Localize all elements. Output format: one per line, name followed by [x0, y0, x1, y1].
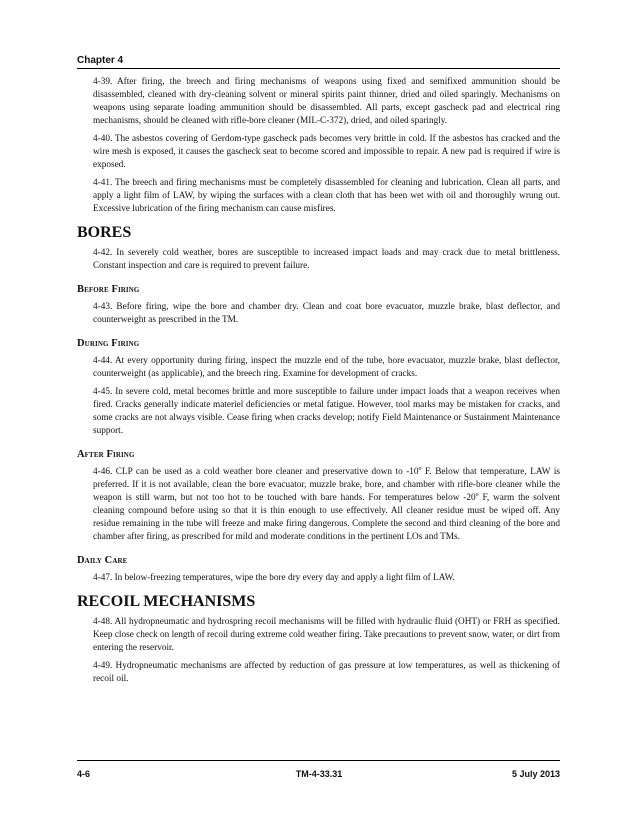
- page-number: 4-6: [77, 769, 91, 779]
- paragraph-4-46-part-a: 4-46. CLP can be used as a cold weather bore cleaner and preservative down to -10: [93, 467, 419, 477]
- paragraph-4-39: 4-39. After firing, the breech and firing mechanisms of weapons using fixed and semifixed ammunition should be disassembled, cleaned with dry-cleaning solvent or mineral spirits paint thinner, dried and oiled sparingly. Mechanisms on weapons using separate loading ammunition should be disassembled. All parts, except gascheck pad and electrical ring mechanisms, should be cleaned with rifle-bore cleaner (MIL-C-372), dried, and oiled sparingly.: [93, 77, 560, 126]
- paragraph-4-42: 4-42. In severely cold weather, bores are susceptible to increased impact loads and may crack due to metal brittleness. Constant inspection and care is required to prevent failure.: [93, 248, 560, 271]
- degree-superscript: o: [418, 465, 422, 472]
- paragraph-4-40: 4-40. The asbestos covering of Gerdom-type gascheck pads becomes very brittle in cold. If the asbestos has cracked and the wire mesh is exposed, it causes the gascheck seat to become scored and impossible to repair. A new pad is required if wire is exposed.: [93, 134, 560, 170]
- heading-bores: BORES: [77, 224, 132, 241]
- paragraph-4-44: 4-44. At every opportunity during firing, inspect the muzzle end of the tube, bore evacuator, muzzle brake, blast deflector, counterweight (as applicable), and the breech ring. Examine for development of cracks.: [93, 356, 560, 379]
- document-number: TM-4-33.31: [295, 769, 343, 779]
- footer-rule: [77, 760, 560, 761]
- paragraph-4-48: 4-48. All hydropneumatic and hydrospring recoil mechanisms will be filled with hydraulic fluid (OHT) or FRH as specified. Keep close check on length of recoil during extreme cold weather firing. Take precautions to prevent snow, water, or dirt from entering the reservoir.: [93, 617, 560, 653]
- chapter-label: Chapter 4: [77, 55, 124, 66]
- heading-recoil-mechanisms: RECOIL MECHANISMS: [77, 593, 256, 610]
- publication-date: 5 July 2013: [511, 769, 560, 779]
- paragraph-4-41: 4-41. The breech and firing mechanisms must be completely disassembled for cleaning and lubrication. Clean all parts, and apply a light film of LAW, by wiping the surfaces with a clean cloth that has been wet with oil and thoroughly wrung out. Excessive lubrication of the firing mechanism can cause misfires.: [93, 178, 560, 214]
- paragraph-4-43: 4-43. Before firing, wipe the bore and chamber dry. Clean and coat bore evacuator, muzzle brake, blast deflector, and counterweight as prescribed in the TM.: [93, 302, 560, 325]
- paragraph-4-47: 4-47. In below-freezing temperatures, wipe the bore dry every day and apply a light film of LAW.: [93, 573, 455, 583]
- paragraph-4-49: 4-49. Hydropneumatic mechanisms are affected by reduction of gas pressure at low temperatures, as well as thickening of recoil oil.: [93, 661, 560, 684]
- heading-during-firing: During Firing: [77, 338, 140, 349]
- paragraph-4-46-part-c: F, warm the solvent cleaning compound before using so that it is thin enough to use effectively. All cleaner residue must be wiped off. Any residue remaining in the tube will freeze and make firing dangerous. Complete the second and third cleaning of the bore and chamber after firing, as prescribed for mild and moderate conditions in the pertinent LOs and TMs.: [93, 493, 560, 542]
- page-body: [77, 76, 560, 691]
- degree-superscript: o: [475, 491, 479, 498]
- heading-daily-care: Daily Care: [77, 555, 128, 566]
- paragraph-4-45: 4-45. In severe cold, metal becomes brittle and more susceptible to failure under impact loads that a weapon receives when fired. Cracks generally indicate materiel deficiencies or metal fatigue. However, tool marks may be mistaken for cracks, and some cracks are not always visible. Cease firing when cracks develop; notify Field Maintenance or Sustainment Maintenance support.: [93, 387, 560, 436]
- heading-after-firing: After Firing: [77, 449, 135, 460]
- paragraph-4-46: [93, 466, 560, 544]
- paragraph-4-46-part-b: F. Below that temperature, LAW is preferred. If it is not available, clean the bore evacuator, muzzle brake, bore, and chamber with rifle-bore cleaner while the weapon is still warm, but not too hot to be touched with bare hands. For temperatures below -20: [93, 467, 561, 503]
- heading-before-firing: Before Firing: [77, 284, 140, 295]
- header-rule: [77, 68, 560, 69]
